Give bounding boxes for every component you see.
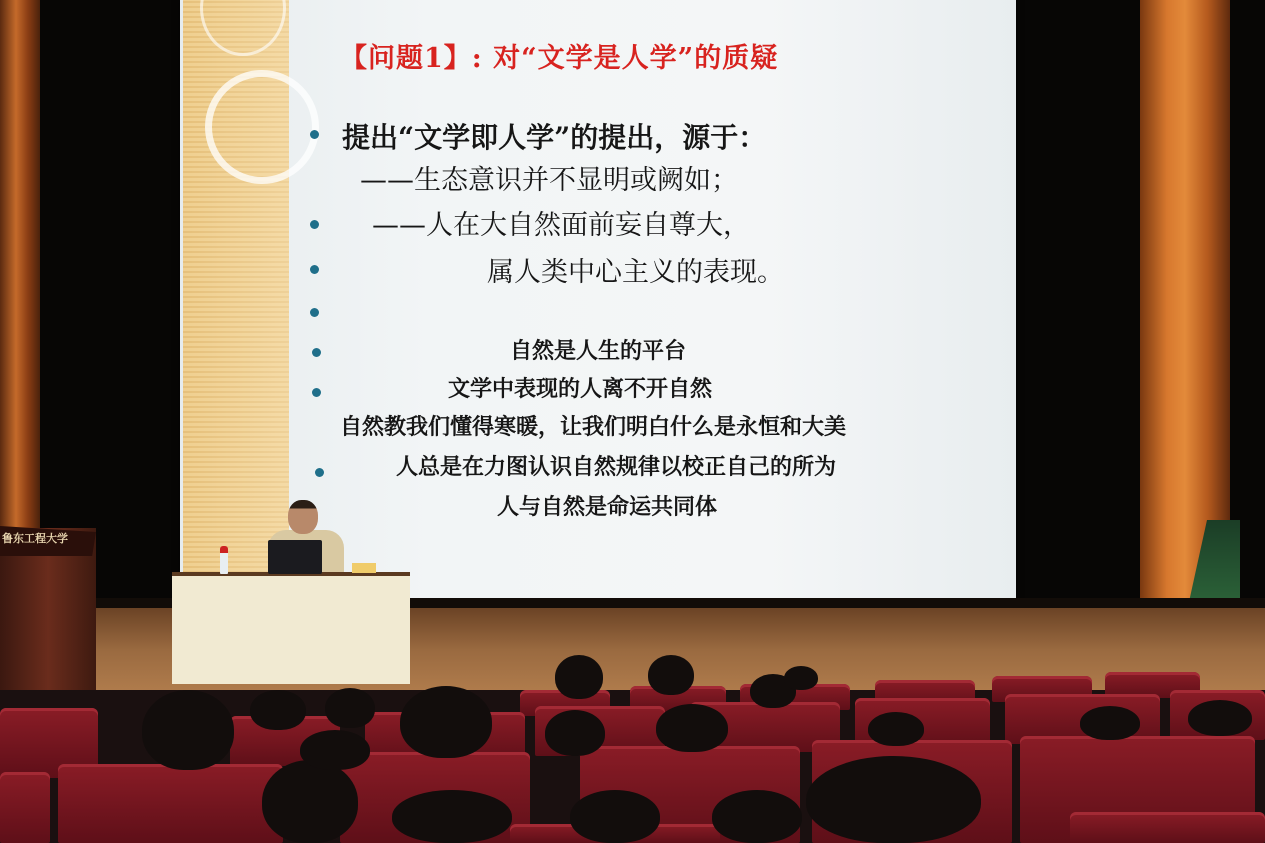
audience-head <box>712 790 802 843</box>
bullet-icon <box>310 308 319 317</box>
bullet-icon <box>310 265 319 274</box>
audience-head <box>806 756 981 843</box>
audience-head <box>1188 700 1252 736</box>
bullet-icon <box>312 388 321 397</box>
speaker-head <box>288 500 318 534</box>
bullet-icon <box>312 348 321 357</box>
lecture-desk <box>172 572 410 684</box>
slide-line: 自然教我们懂得寒暖，让我们明白什么是永恒和大美 <box>340 414 847 440</box>
audience-head <box>868 712 924 746</box>
audience-head <box>648 655 694 695</box>
audience-head <box>784 666 818 690</box>
audience-head <box>570 790 660 843</box>
bullet-icon <box>310 220 319 229</box>
audience-head <box>656 704 728 752</box>
left-curtain <box>0 0 40 560</box>
slide-line: 文学中表现的人离不开自然 <box>448 376 713 402</box>
audience-head <box>1080 706 1140 740</box>
audience-head <box>300 730 370 770</box>
slide-line: 自然是人生的平台 <box>510 338 687 364</box>
slide-line: 人总是在力图认识自然规律以校正自己的所为 <box>396 454 837 480</box>
audience-head <box>262 760 358 843</box>
slide-line: ——生态意识并不显明或阙如； <box>360 165 738 196</box>
audience-head <box>555 655 603 699</box>
audience-head <box>325 688 375 728</box>
slide-line: ——人在大自然面前妄自尊大， <box>372 210 750 241</box>
slide-line: 属人类中心主义的表现。 <box>487 257 784 288</box>
slide-line: 提出“文学即人学”的提出，源于： <box>342 121 767 154</box>
audience-head <box>400 686 492 758</box>
podium-label: 鲁东工程大学 <box>2 532 68 545</box>
water-bottle <box>220 546 228 574</box>
bullet-icon <box>315 468 324 477</box>
laptop <box>268 540 322 574</box>
bullet-icon <box>310 130 319 139</box>
audience-head <box>545 710 605 756</box>
seat <box>58 764 283 843</box>
decor-ring <box>205 70 319 184</box>
name-plate <box>352 563 376 573</box>
seat <box>0 772 50 843</box>
audience-head <box>250 690 306 730</box>
slide-title: 【问题1】: 对“文学是人学”的质疑 <box>340 43 779 74</box>
slide-line: 人与自然是命运共同体 <box>497 494 718 520</box>
seat <box>1070 812 1265 843</box>
audience-head <box>392 790 512 843</box>
audience-head <box>142 690 234 770</box>
